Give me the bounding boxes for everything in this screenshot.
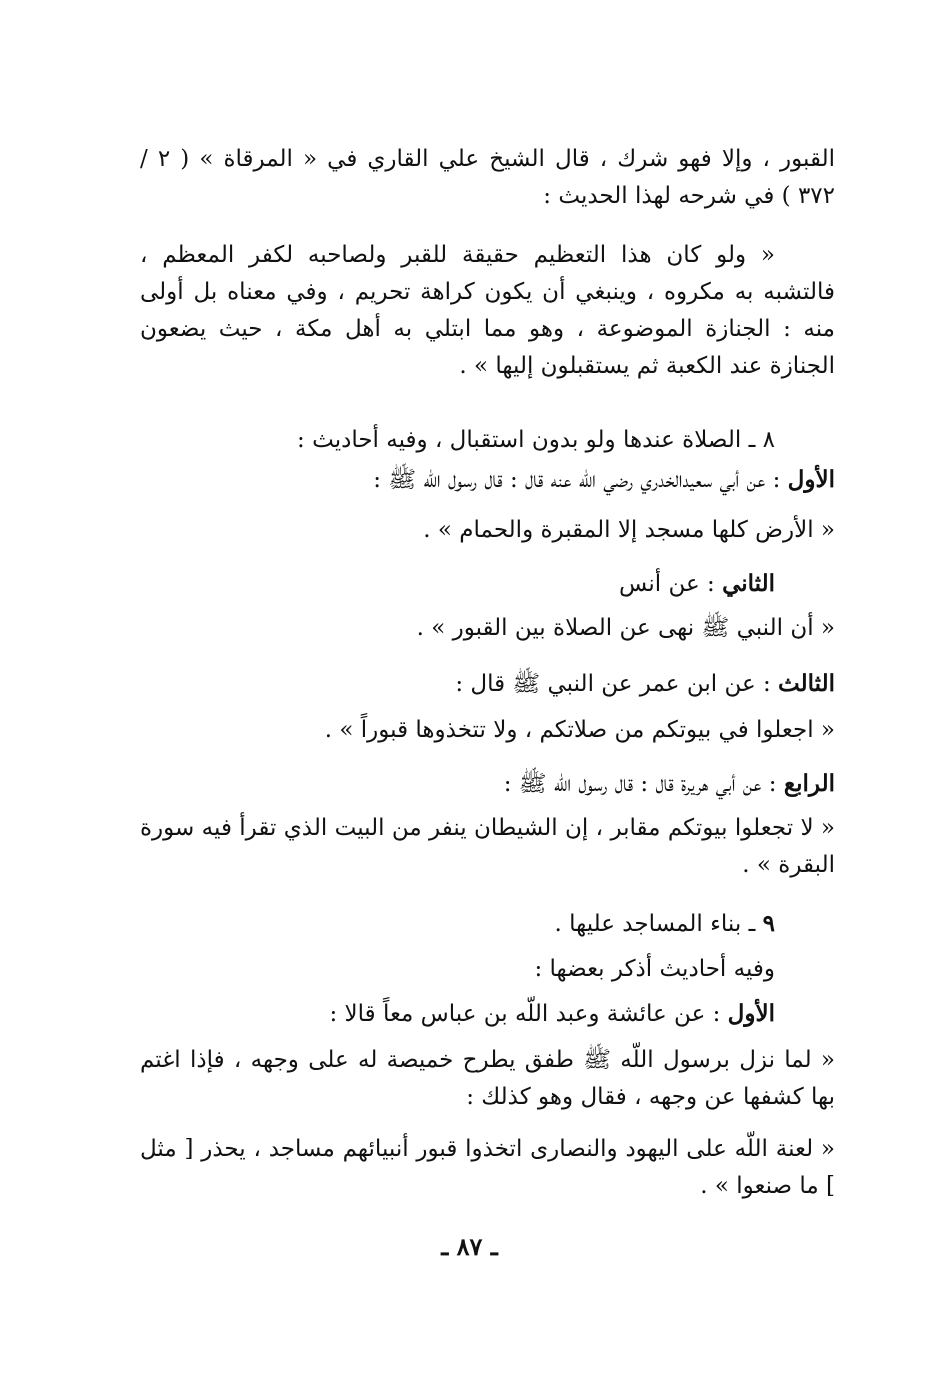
hadith-narration: : عن أبي سعيدالخدري رضي اللّه عنه قال : قال رسول اللّه ﷺ :	[373, 467, 788, 493]
hadith-label: الأول	[727, 1000, 775, 1027]
hadith-narration: : عن أبي هريرة قال : قال رسول اللّه ﷺ :	[503, 771, 784, 797]
section-number: ٩	[762, 910, 775, 937]
hadith-first-intro	[140, 461, 835, 499]
section-intro: وفيه أحاديث أذكر بعضها :	[534, 956, 775, 982]
section-heading-8: ٨ ـ الصلاة عندها ولو بدون استقبال ، وفيه أحاديث :	[297, 427, 775, 453]
section-heading-9	[140, 905, 835, 943]
section-title: ـ بناء المساجد عليها .	[554, 911, 763, 937]
hadith-fourth-text: « لا تجعلوا بيوتكم مقابر ، إن الشيطان ينفر من البيت الذي تقرأ فيه سورة البقرة » .	[140, 815, 835, 878]
paragraph-quote-mirqat: « ولو كان هذا التعظيم حقيقة للقبر ولصاحبه لكفر المعظم ، فالتشبه به مكروه ، وينبغي أن يكون كراهة تحريم ، وفي معناه بل أولى منه : الجنازة الموضوعة ، وهو مما ابتلي به أهل مكة ، حيث يضعون الجنازة عند الكعبة ثم يستقبلون إليها » .	[140, 242, 835, 379]
hadith-label: الثالث	[778, 670, 835, 697]
hadith-label: الرابع	[783, 770, 835, 797]
hadith-second-text: « أن النبي ﷺ نهى عن الصلاة بين القبور » .	[416, 615, 835, 641]
hadith-fourth-intro	[140, 765, 835, 803]
hadith-first-text: « الأرض كلها مسجد إلا المقبرة والحمام » .	[423, 517, 835, 543]
hadith-second-intro	[140, 565, 835, 603]
hadith-aisha-intro	[140, 995, 835, 1033]
hadith-label: الثاني	[722, 570, 775, 597]
hadith-narration: : عن أنس	[619, 571, 723, 597]
hadith-narration: : عن ابن عمر عن النبي ﷺ قال :	[455, 671, 779, 697]
hadith-aisha-text: « لما نزل برسول اللّه ﷺ طفق يطرح خميصة له على وجهه ، فإذا اغتم بها كشفها عن وجهه ، فقال وهو كذلك :	[140, 1047, 835, 1110]
hadith-narration: : عن عائشة وعبد اللّه بن عباس معاً قالا :	[329, 1001, 728, 1027]
page-number: ـ ٨٧ ـ	[441, 1232, 498, 1261]
hadith-curse-text: « لعنة اللّه على اليهود والنصارى اتخذوا قبور أنبيائهم مساجد ، يحذر [ مثل ] ما صنعوا » .	[140, 1136, 835, 1199]
hadith-label: الأول	[787, 466, 835, 493]
paragraph-intro: القبور ، وإلا فهو شرك ، قال الشيخ علي القاري في « المرقاة » ( ٢ / ٣٧٢ ) في شرحه لهذا الحديث :	[140, 146, 836, 209]
hadith-third-text: « اجعلوا في بيوتكم من صلاتكم ، ولا تتخذوها قبوراً » .	[324, 717, 835, 743]
hadith-third-intro	[140, 665, 835, 703]
